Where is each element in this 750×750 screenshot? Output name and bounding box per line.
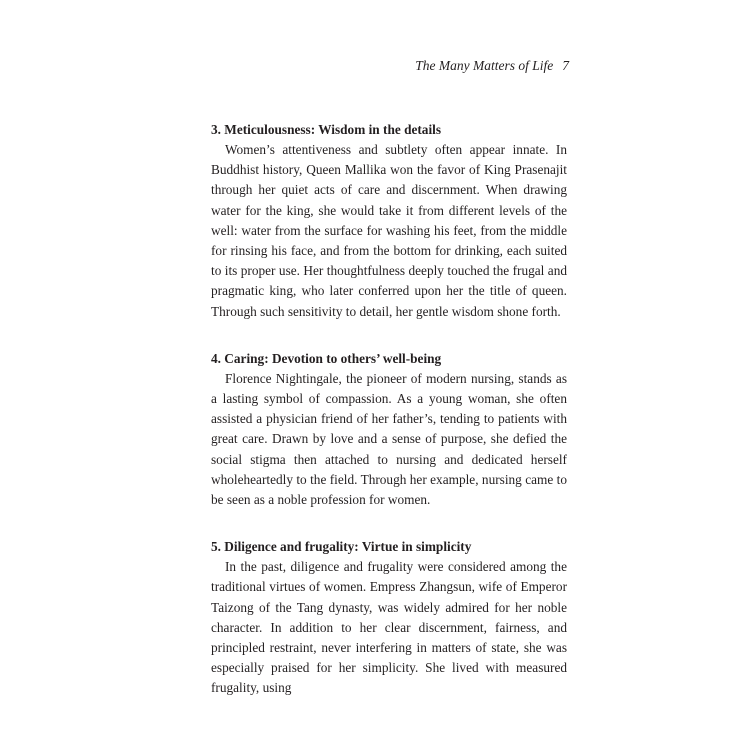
page-content (211, 120, 567, 726)
section-caring (211, 349, 567, 510)
section-heading: 3. Meticulousness: Wisdom in the details (211, 122, 442, 137)
section-heading: 5. Diligence and frugality: Virtue in simplicity (211, 539, 472, 555)
section-heading: 4. Caring: Devotion to others’ well-being (211, 350, 442, 366)
section-paragraph: In the past, diligence and frugality were considered among the traditional virtues of women. Empress Zhangsun, wife of Emperor Taizong of the Tang dynasty, was widely admired for her noble character. In addition to her clear discernment, fairness, and principled restraint, never interfering in matters of state, she was especially praised for her simplicity. She lived with measured frugality, using (211, 559, 567, 696)
running-header (415, 58, 569, 74)
section-paragraph: Florence Nightingale, the pioneer of modern nursing, stands as a lasting symbol of compassion. As a young woman, she often assisted a physician friend of her father’s, tending to patients with great care. Drawn by love and a sense of purpose, she defied the social stigma then attached to nursing and dedicated herself wholeheartedly to the field. Through her example, nursing came to be seen as a noble profession for women. (211, 370, 567, 508)
section-meticulousness (211, 120, 567, 322)
section-diligence-frugality (211, 537, 567, 698)
page-number: 7 (562, 58, 569, 73)
running-title: The Many Matters of Life (415, 58, 554, 73)
section-paragraph: Women’s attentiveness and subtlety often appear innate. In Buddhist history, Queen Mallika won the favor of King Prasenajit through her quiet acts of care and discernment. When drawing water for the king, she would take it from different levels of the well: water from the surface for washing his feet, from the middle for rinsing his face, and from the bottom for drinking, each suited to its proper use. Her thoughtfulness deeply touched the frugal and pragmatic king, who later conferred upon her the title of queen. Through such sensitivity to detail, her gentle wisdom shone forth. (211, 142, 567, 319)
